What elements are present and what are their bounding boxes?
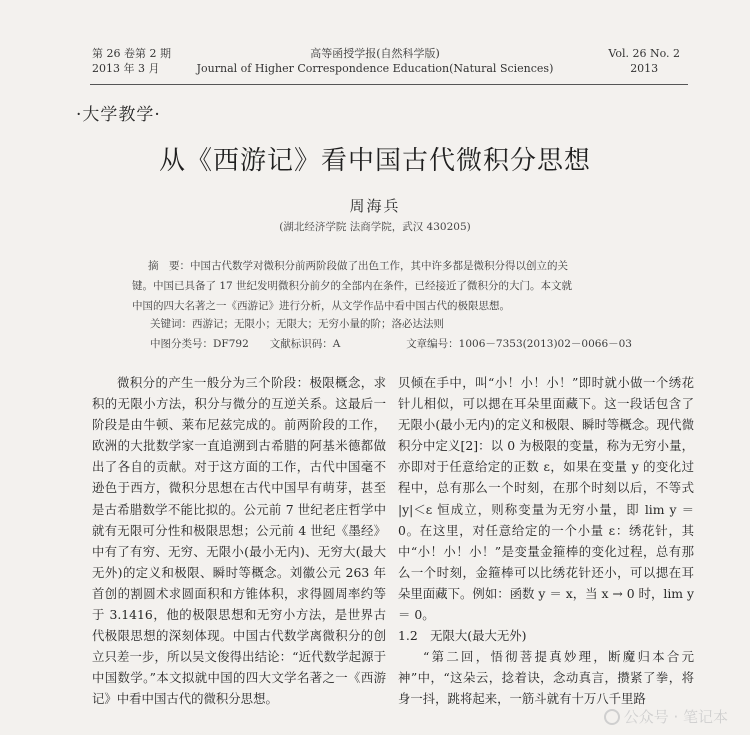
keywords: 关键词：西游记；无限小；无限大；无穷小量的阶；洛必达法则 xyxy=(150,318,444,330)
document-code: 文献标识码：A xyxy=(269,338,341,350)
journal-volume-en xyxy=(608,46,680,76)
body-left-column xyxy=(92,372,386,710)
abstract xyxy=(132,256,632,316)
abstract-line: 中国的四大名著之一《西游记》进行分析，从文学作品中看中国古代的极限思想。 xyxy=(132,300,510,312)
journal-name-en: Journal of Higher Correspondence Education(Natural Sciences) xyxy=(196,62,554,75)
intro-paragraph: 微积分的产生一般分为三个阶段：极限概念，求积的无限小方法，积分与微分的互逆关系。这最后一阶段是由牛顿、莱布尼兹完成的。前两阶段的工作，欧洲的大批数学家一直追溯到古希腊的阿基米德都做出了各自的贡献。对于这方面的工作，古代中国毫不逊色于西方，微积分思想在古代中国早有萌芽，甚至是古希腊数学不能比拟的。公元前 7 世纪老庄哲学中就有无限可分性和极限思想；公元前 4 世纪《墨经》中有了有穷、无穷、无限小(最小无内)、无穷大(最大无外)的定义和极限、瞬时等概念。刘徽公元 263 年首创的割圆术求圆面积和方锥体积，求得圆周率约等于 3.1416，他的极限思想和无穷小方法，是世界古代极限思想的深刻体现。中国古代数学离微积分的创立只差一步，所以吴文俊得出结论：“近代数学起源于中国数学。”本文拟就中国的四大文学名著之一《西游记》中看中国古代的微积分思想。 xyxy=(92,375,386,707)
wechat-icon xyxy=(604,709,620,725)
abstract-line: 键。中国已具备了 17 世纪发明微积分前夕的全部内在条件，已经接近了微积分的大门。本文就 xyxy=(132,280,573,292)
clc-number: 中图分类号：DF792 xyxy=(150,338,249,350)
body-paragraph: 贝倾在手中，叫“小！小！小！”即时就小做一个绣花针儿相似，可以揌在耳朵里面藏下。这一段话包含了无限小(最小无内)的定义和极限、瞬时等概念。现代微积分中定义[2]：以 0 为极限的变量，称为无穷小量，亦即对于任意给定的正数 ε，如果在变量 y 的变化过程中，总有那么一个时刻，在那个时刻以后，不等式 |y|＜ε 恒成立，则称变量为无穷小量，即 lim y ＝ 0。在这里，对任意给定的一个小量 ε：绣花针，其中“小！小！小！”是变量金箍棒的变化过程，总有那么一个时刻，金箍棒可以比绣花针还小，可以揌在耳朵里面藏下。例如：函数 y ＝ x，当 x → 0 时，lim y ＝ 0。 xyxy=(398,375,694,623)
subsection-heading: 1.2 无限大(最大无外) xyxy=(398,628,527,644)
author-name: 周海兵 xyxy=(349,197,401,215)
volume-issue: 第 26 卷第 2 期 xyxy=(92,47,171,60)
article-number: 文章编号：1006－7353(2013)02－0066－03 xyxy=(406,338,632,350)
watermark-text: 公众号 · 笔记本 xyxy=(623,708,728,726)
watermark xyxy=(604,706,728,727)
volume-number-en: Vol. 26 No. 2 xyxy=(608,47,680,60)
body-right-column xyxy=(398,372,694,710)
publication-date: 2013 年 3 月 xyxy=(92,62,160,75)
body-paragraph: “第二回，悟彻菩提真妙理，断魔归本合元神”中，“这朵云，捻着诀，念动真言，攒紧了拳，将身一抖，跳将起来，一筋斗就有十万八千里路 xyxy=(398,649,694,707)
year-en: 2013 xyxy=(630,62,659,75)
author-affiliation: (湖北经济学院 法商学院，武汉 430205) xyxy=(279,221,471,233)
paper-title: 从《西游记》看中国古代微积分思想 xyxy=(158,146,591,176)
abstract-line: 摘 要：中国古代数学对微积分前两阶段做了出色工作，其中许多都是微积分得以创立的关 xyxy=(148,260,568,272)
header-divider xyxy=(90,84,688,85)
classification-info xyxy=(150,336,632,351)
section-label: ·大学教学· xyxy=(76,105,161,125)
journal-name-cn: 高等函授学报(自然科学版) xyxy=(310,47,440,60)
